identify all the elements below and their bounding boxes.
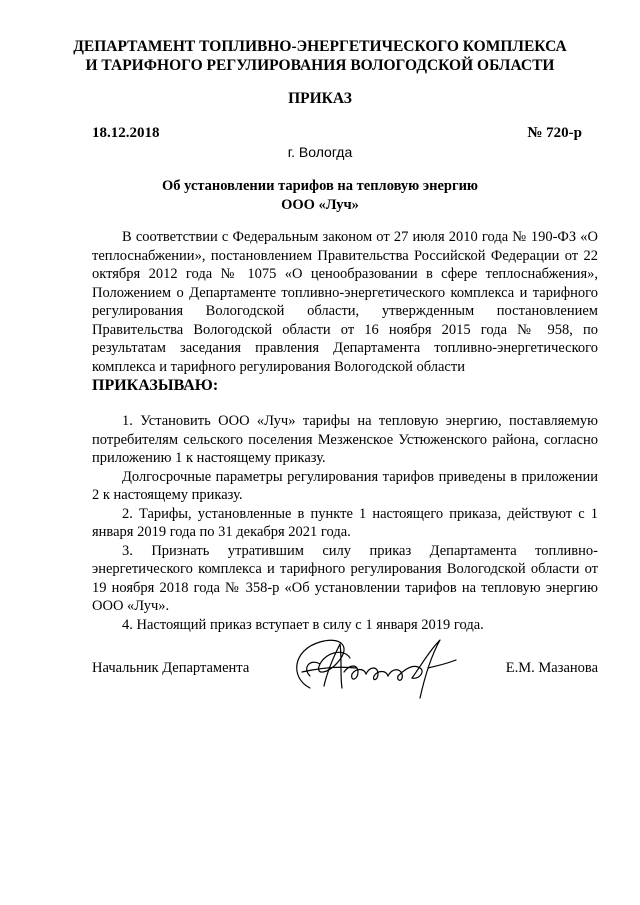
order-subject: [100, 177, 540, 215]
order-date: 18.12.2018: [92, 125, 160, 141]
decree-word: ПРИКАЗЫВАЮ:: [92, 377, 219, 394]
city: г. Вологда: [287, 144, 353, 160]
signature-row: [92, 660, 598, 690]
document-type: ПРИКАЗ: [288, 90, 352, 107]
item-paragraph: 4. Настоящий приказ вступает в силу с 1 января 2019 года.: [122, 616, 484, 633]
item-paragraph: 3. Признать утратившим силу приказ Департамента топливно-энергетического комплекса и тарифного регулирования Вологодской области от 19 ноября 2018 года № 358-р «Об установлении тарифов на тепловую энергию ООО «Луч».: [92, 542, 598, 614]
item-paragraph: 2. Тарифы, установленные в пункте 1 настоящего приказа, действуют с 1 января 2019 года по 31 декабря 2021 года.: [92, 505, 598, 540]
signer-name: Е.М. Мазанова: [505, 660, 598, 676]
preamble-paragraph: В соответствии с Федеральным законом от 27 июля 2010 года № 190-ФЗ «О теплоснабжении», постановлением Правительства Российской Федерации от 22 октября 2012 года № 1075 «О ценообразовании в сфере теплоснабжения», Положением о Департаменте топливно-энергетического комплекса и тарифного регулирования Вологодской области, утвержденным постановлением Правительства Вологодской области от 16 ноября 2015 года № 958, по результатам заседания правления Департамента топливно-энергетического комплекса и тарифного регулирования Вологодской области: [92, 229, 598, 375]
header-line-2: И ТАРИФНОГО РЕГУЛИРОВАНИЯ ВОЛОГОДСКОЙ ОБЛАСТИ: [85, 57, 555, 74]
department-header: [60, 37, 580, 75]
subject-line-1: Об установлении тарифов на тепловую энергию: [161, 178, 479, 194]
subject-line-2: ООО «Луч»: [281, 197, 359, 213]
order-body: [92, 228, 598, 634]
order-number: № 720-р: [527, 125, 582, 141]
header-line-1: ДЕПАРТАМЕНТ ТОПЛИВНО-ЭНЕРГЕТИЧЕСКОГО КОМПЛЕКСА: [73, 38, 567, 55]
signer-title: Начальник Департамента: [92, 660, 250, 676]
item-paragraph: 1. Установить ООО «Луч» тарифы на тепловую энергию, поставляемую потребителям сельского поселения Мезженское Устюженского района, согласно приложению 1 к настоящему приказу.: [92, 413, 598, 466]
item-paragraph: Долгосрочные параметры регулирования тарифов приведены в приложении 2 к настоящему приказу.: [92, 468, 598, 503]
